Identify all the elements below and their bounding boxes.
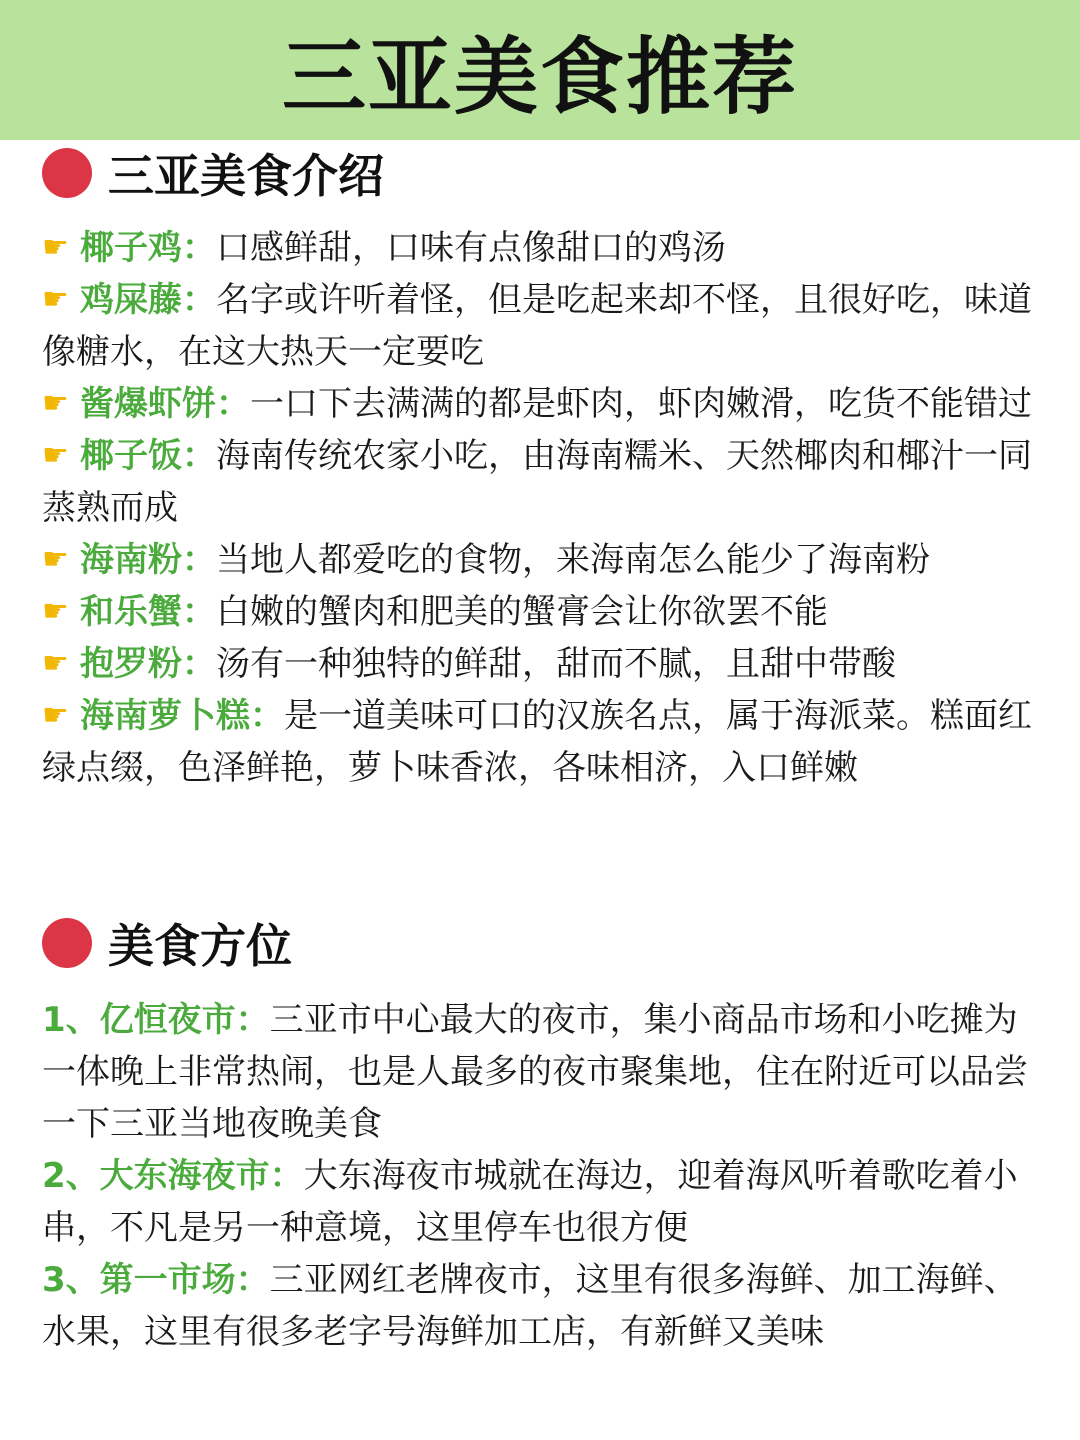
food-intro-section (42, 142, 1038, 794)
item-label: 海南萝卜糕： (80, 696, 284, 736)
item-text: 海南传统农家小吃，由海南糯米、天然椰肉和椰汁一同蒸熟而成 (42, 436, 1032, 528)
item-text: 口感鲜甜，口味有点像甜口的鸡汤 (216, 228, 726, 268)
item-label: 鸡屎藤： (80, 280, 216, 320)
item-label: 2、大东海夜市： (42, 1156, 304, 1196)
pointing-hand-icon: ☛ (42, 594, 69, 629)
section-title: 美食方位 (108, 919, 292, 973)
item-text: 名字或许听着怪，但是吃起来却不怪，且很好吃，味道像糖水，在这大热天一定要吃 (42, 280, 1032, 372)
list-item (42, 378, 1038, 430)
section-title: 三亚美食介绍 (108, 149, 384, 203)
list-item (42, 274, 1038, 378)
food-list (42, 222, 1038, 794)
list-item (42, 1254, 1038, 1358)
item-text: 一口下去满满的都是虾肉，虾肉嫩滑，吃货不能错过 (250, 384, 1032, 424)
list-item (42, 638, 1038, 690)
section-heading (42, 142, 1038, 204)
item-text: 是一道美味可口的汉族名点，属于海派菜。糕面红绿点缀，色泽鲜艳，萝卜味香浓，各味相济，入口鲜嫩 (42, 696, 1032, 788)
item-text: 三亚市中心最大的夜市，集小商品市场和小吃摊为一体晚上非常热闹，也是人最多的夜市聚集地，住在附近可以品尝一下三亚当地夜晚美食 (42, 1000, 1028, 1144)
item-text: 大东海夜市城就在海边，迎着海风听着歌吃着小串，不凡是另一种意境，这里停车也很方便 (42, 1156, 1018, 1248)
list-item (42, 222, 1038, 274)
list-item (42, 534, 1038, 586)
item-text: 汤有一种独特的鲜甜，甜而不腻，且甜中带酸 (216, 644, 896, 684)
item-label: 3、第一市场： (42, 1260, 270, 1300)
item-text: 三亚网红老牌夜市，这里有很多海鲜、加工海鲜、水果，这里有很多老字号海鲜加工店，有新鲜又美味 (42, 1260, 1018, 1352)
pointing-hand-icon: ☛ (42, 386, 69, 421)
list-item (42, 430, 1038, 534)
pointing-hand-icon: ☛ (42, 542, 69, 577)
item-label: 酱爆虾饼： (80, 384, 250, 424)
item-label: 椰子饭： (80, 436, 216, 476)
red-dot-icon (42, 918, 92, 968)
item-label: 1、亿恒夜市： (42, 1000, 270, 1040)
pointing-hand-icon: ☛ (42, 230, 69, 265)
place-list (42, 994, 1038, 1358)
item-text: 当地人都爱吃的食物，来海南怎么能少了海南粉 (216, 540, 930, 580)
pointing-hand-icon: ☛ (42, 282, 69, 317)
section-heading (42, 912, 1038, 974)
list-item (42, 994, 1038, 1150)
list-item (42, 690, 1038, 794)
pointing-hand-icon: ☛ (42, 646, 69, 681)
item-text: 白嫩的蟹肉和肥美的蟹膏会让你欲罢不能 (216, 592, 828, 632)
item-label: 海南粉： (80, 540, 216, 580)
food-location-section (42, 912, 1038, 1358)
pointing-hand-icon: ☛ (42, 698, 69, 733)
title-banner (0, 0, 1080, 140)
red-dot-icon (42, 148, 92, 198)
item-label: 椰子鸡： (80, 228, 216, 268)
item-label: 抱罗粉： (80, 644, 216, 684)
item-label: 和乐蟹： (80, 592, 216, 632)
list-item (42, 1150, 1038, 1254)
list-item (42, 586, 1038, 638)
pointing-hand-icon: ☛ (42, 438, 69, 473)
page-title: 三亚美食推荐 (281, 27, 798, 126)
